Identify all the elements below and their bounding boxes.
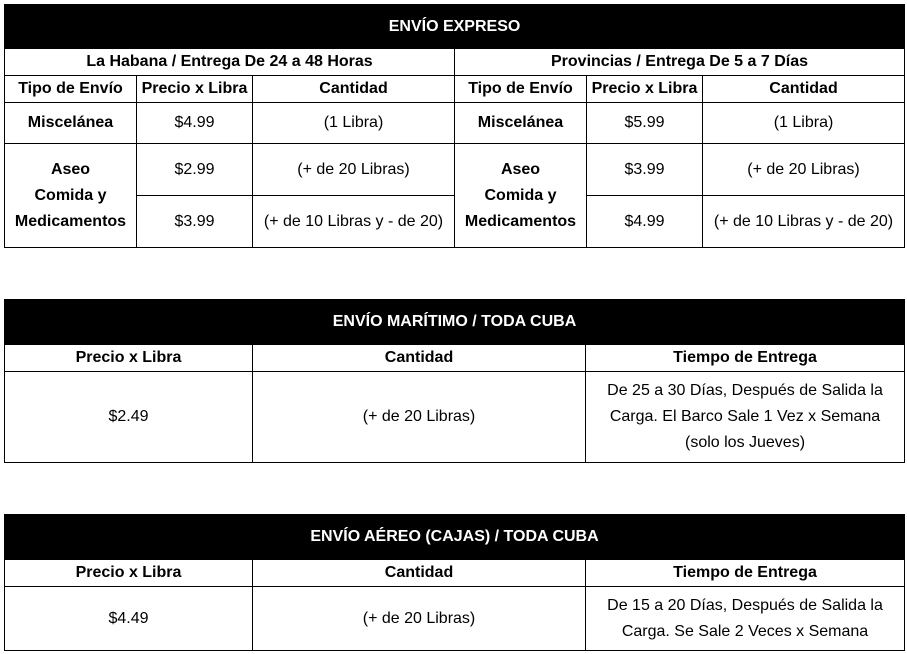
maritimo-cantidad: (+ de 20 Libras) [253, 372, 586, 463]
provincias-comida-line: Comida y [484, 186, 557, 204]
maritimo-col-cantidad: Cantidad [253, 345, 586, 372]
habana-aseo-line: Aseo [50, 160, 91, 178]
maritimo-precio: $2.49 [5, 372, 253, 463]
habana-comida-line: Comida y [34, 186, 107, 204]
habana-miscelanea-label: Miscelánea [5, 103, 137, 144]
maritimo-table [4, 299, 905, 463]
aereo-col-tiempo: Tiempo de Entrega [586, 560, 905, 587]
maritimo-title: ENVÍO MARÍTIMO / TODA CUBA [5, 300, 905, 345]
aereo-tiempo-line2: Carga. Se Sale 2 Veces x Semana [621, 622, 869, 640]
provincias-col-cantidad: Cantidad [703, 76, 905, 103]
maritimo-col-tiempo: Tiempo de Entrega [586, 345, 905, 372]
provincias-col-precio: Precio x Libra [587, 76, 703, 103]
habana-col-precio: Precio x Libra [137, 76, 253, 103]
habana-header: La Habana / Entrega De 24 a 48 Horas [5, 49, 455, 76]
aereo-precio: $4.49 [5, 587, 253, 651]
provincias-aseo-cantidad-1: (+ de 20 Libras) [703, 144, 905, 196]
habana-aseo-cantidad-1: (+ de 20 Libras) [253, 144, 455, 196]
maritimo-col-precio: Precio x Libra [5, 345, 253, 372]
habana-medicamentos-line: Medicamentos [14, 212, 127, 230]
maritimo-tiempo [586, 372, 905, 463]
habana-aseo-label [5, 144, 137, 248]
habana-col-tipo: Tipo de Envío [5, 76, 137, 103]
maritimo-tiempo-line1: De 25 a 30 Días, Después de Salida la [607, 382, 883, 399]
provincias-miscelanea-cantidad: (1 Libra) [703, 103, 905, 144]
provincias-aseo-cantidad-2: (+ de 10 Libras y - de 20) [703, 196, 905, 248]
provincias-aseo-precio-2: $4.99 [587, 196, 703, 248]
aereo-col-cantidad: Cantidad [253, 560, 586, 587]
provincias-aseo-precio-1: $3.99 [587, 144, 703, 196]
provincias-header: Provincias / Entrega De 5 a 7 Días [455, 49, 905, 76]
provincias-miscelanea-precio: $5.99 [587, 103, 703, 144]
maritimo-tiempo-line3: (solo los Jueves) [684, 434, 806, 451]
expreso-table [4, 4, 905, 248]
expreso-title: ENVÍO EXPRESO [5, 5, 905, 49]
habana-aseo-precio-1: $2.99 [137, 144, 253, 196]
provincias-aseo-label [455, 144, 587, 248]
aereo-table [4, 514, 905, 651]
aereo-tiempo-line1: De 15 a 20 Días, Después de Salida la [607, 596, 883, 614]
maritimo-tiempo-line2: Carga. El Barco Sale 1 Vez x Semana [609, 408, 881, 425]
aereo-tiempo [586, 587, 905, 651]
aereo-cantidad: (+ de 20 Libras) [253, 587, 586, 651]
provincias-miscelanea-label: Miscelánea [455, 103, 587, 144]
habana-col-cantidad: Cantidad [253, 76, 455, 103]
habana-aseo-cantidad-2: (+ de 10 Libras y - de 20) [253, 196, 455, 248]
aereo-col-precio: Precio x Libra [5, 560, 253, 587]
provincias-medicamentos-line: Medicamentos [464, 212, 577, 230]
habana-miscelanea-cantidad: (1 Libra) [253, 103, 455, 144]
habana-miscelanea-precio: $4.99 [137, 103, 253, 144]
habana-aseo-precio-2: $3.99 [137, 196, 253, 248]
aereo-title: ENVÍO AÉREO (CAJAS) / TODA CUBA [5, 515, 905, 560]
provincias-aseo-line: Aseo [500, 160, 541, 178]
provincias-col-tipo: Tipo de Envío [455, 76, 587, 103]
